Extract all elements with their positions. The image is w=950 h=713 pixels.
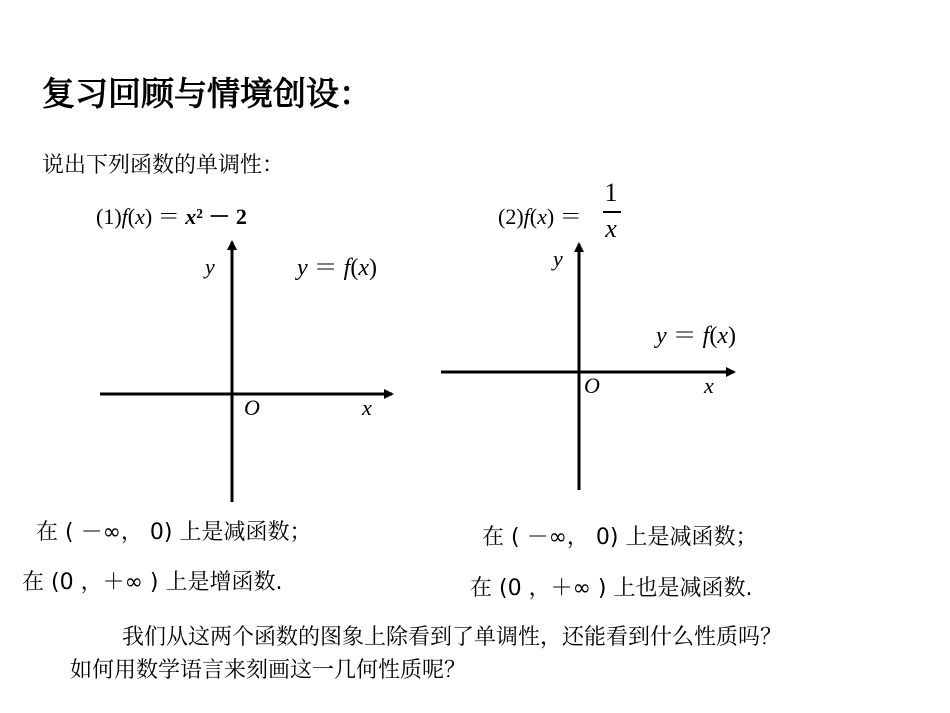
- graph-2-x-label: x: [704, 373, 714, 398]
- function-2-monotonicity-2: 在 (0 ，＋∞ ) 上也是减函数.: [470, 576, 753, 601]
- slide-title: 复习回顾与情境创设：: [42, 74, 372, 113]
- function-1-f: f: [121, 204, 128, 229]
- function-1-monotonicity-1: 在 ( －∞， 0) 上是减函数；: [36, 520, 312, 545]
- function-2-f: f: [523, 204, 530, 229]
- function-2-x: x: [537, 204, 547, 229]
- function-1-x: x: [135, 204, 145, 229]
- graph-2-curve-label: y ＝ f(x): [656, 323, 736, 349]
- function-1-formula: (1)f(x) ＝ x² － 2: [96, 204, 247, 229]
- function-2-formula: (2)f(x) ＝: [498, 204, 582, 229]
- function-1-rhs-x: x: [185, 204, 197, 229]
- graph-1-curve-label: y ＝ f(x): [297, 255, 377, 281]
- prompt-text: 说出下列函数的单调性：: [42, 153, 285, 178]
- graph-1-origin-label: O: [244, 395, 260, 420]
- function-2-monotonicity-1: 在 ( －∞， 0) 上是减函数；: [482, 525, 758, 550]
- graph-1-y-label: y: [205, 254, 215, 279]
- graph-1-x-label: x: [362, 395, 372, 420]
- fraction-denominator: x: [605, 214, 617, 243]
- question-line-2: 如何用数学语言来刻画这一几何性质呢？: [70, 658, 467, 683]
- function-1-exponent: ²: [196, 204, 203, 229]
- function-1-rest: － 2: [202, 204, 247, 229]
- graph-2-origin-label: O: [584, 373, 600, 398]
- function-1-monotonicity-2: 在 (0 ，＋∞ ) 上是增函数.: [22, 570, 283, 595]
- function-1-prefix: (1): [96, 204, 122, 229]
- graph-2-y-label: y: [553, 246, 563, 271]
- function-2-prefix: (2): [498, 204, 524, 229]
- question-line-1: 我们从这两个函数的图象上除看到了单调性，还能看到什么性质吗？: [122, 625, 783, 650]
- fraction-numerator: 1: [604, 178, 618, 207]
